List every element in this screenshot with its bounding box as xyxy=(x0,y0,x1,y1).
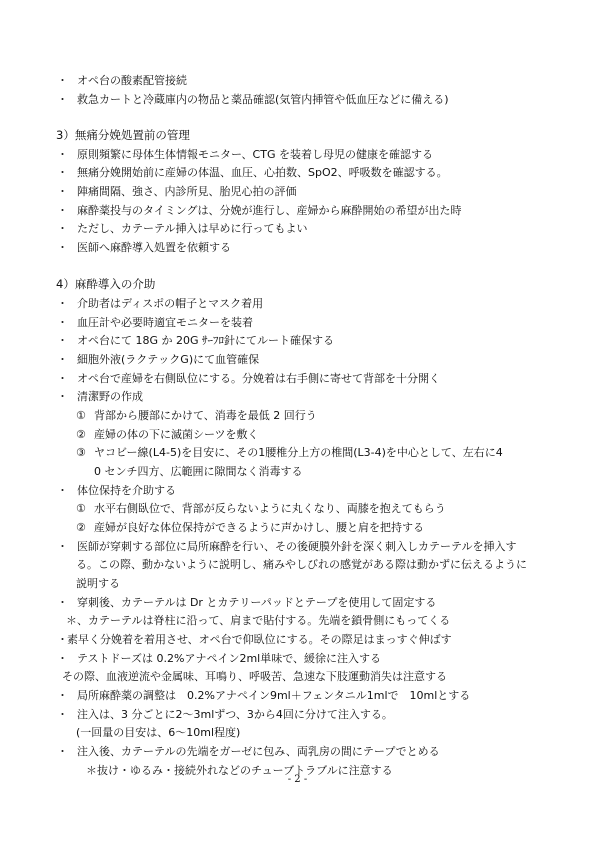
subitem-text: ヤコビー線(L4-5)を目安に、その1腰椎分上方の椎間(L3-4)を中心として、左右に4 xyxy=(94,446,503,459)
list-item xyxy=(56,743,556,760)
list-item xyxy=(56,370,556,387)
list-item xyxy=(56,164,556,181)
bullet: ・ xyxy=(57,633,68,646)
list-item xyxy=(56,332,556,349)
numbered-subitem xyxy=(76,500,576,517)
list-item xyxy=(56,183,556,200)
list-item xyxy=(56,388,556,405)
list-item xyxy=(56,706,556,723)
numbered-subitem xyxy=(76,407,576,424)
list-item xyxy=(56,351,556,368)
list-item xyxy=(56,538,556,555)
subitem-text: 産婦の体の下に滅菌シーツを敷く xyxy=(94,428,259,441)
item-text: テストドーズは 0.2%アナペイン2ml単味で、緩徐に注入する xyxy=(77,652,382,665)
item-text: 陣痛間隔、強さ、内診所見、胎児心拍の評価 xyxy=(77,185,297,198)
item-text: 局所麻酔薬の調整は 0.2%アナペイン9ml＋フェンタニル1mlで 10mlとする xyxy=(77,689,471,702)
list-item xyxy=(56,146,556,163)
subitem-text: 背部から腰部にかけて、消毒を最低 2 回行う xyxy=(94,409,317,422)
bullet: ・ xyxy=(57,390,68,403)
bullet: ・ xyxy=(57,148,68,161)
bullet: ・ xyxy=(57,596,68,609)
item-text: ただし、カテーテル挿入は早めに行ってもよい xyxy=(77,222,308,235)
continuation-line: る。この際、動かないように説明し、痛みやしびれの感覚がある際は動かずに伝えるように xyxy=(76,558,527,571)
numbered-subitem xyxy=(76,519,576,536)
subitem-number: ③ xyxy=(76,446,86,459)
section-heading: 3）無痛分娩処置前の管理 xyxy=(56,128,190,142)
bullet: ・ xyxy=(57,297,68,310)
item-text: 注入後、カテーテルの先端をガーゼに包み、両乳房の間にテープでとめる xyxy=(77,745,440,758)
note-line: ＊、カテーテルは脊柱に沿って、肩まで貼付する。先端を鎖骨側にもってくる xyxy=(66,614,451,627)
item-text: 原則頻繁に母体生体情報モニター、CTG を装着し母児の健康を確認する xyxy=(77,148,433,161)
subitem-number: ② xyxy=(76,521,86,534)
page-number: - 2 - xyxy=(287,774,308,785)
subitem-text: 水平右側臥位で、背部が反らないように丸くなり、両膝を抱えてもらう xyxy=(94,502,446,515)
item-text: 麻酔薬投与のタイミングは、分娩が進行し、産婦から麻酔開始の希望が出た時 xyxy=(77,204,462,217)
subitem-number: ① xyxy=(76,502,86,515)
item-text: オペ台にて 18G か 20G ｻｰﾌﾛ針にてルート確保する xyxy=(77,334,335,347)
list-item xyxy=(56,202,556,219)
item-text: 介助者はディスポの帽子とマスク着用 xyxy=(77,297,264,310)
list-item xyxy=(56,220,556,237)
continuation-line: その際、血液逆流や金属味、耳鳴り、呼吸苦、急速な下肢運動消失は注意する xyxy=(62,670,447,683)
bullet: ・ xyxy=(57,353,68,366)
continuation-line: 説明する xyxy=(76,577,120,590)
subitem-number: ① xyxy=(76,409,86,422)
bullet: ・ xyxy=(57,166,68,179)
continuation-line: 0 センチ四方、広範囲に隙間なく消毒する xyxy=(94,465,303,478)
bullet: ・ xyxy=(57,222,68,235)
list-item xyxy=(56,314,556,331)
bullet: ・ xyxy=(57,185,68,198)
bullet: ・ xyxy=(57,334,68,347)
bullet: ・ xyxy=(57,652,68,665)
item-text: 穿刺後、カテーテルは Dr とカテリーパッドとテープを使用して固定する xyxy=(77,596,437,609)
bullet: ・ xyxy=(57,316,68,329)
numbered-subitem xyxy=(76,426,576,443)
item-text: 血圧計や必要時適宜モニターを装着 xyxy=(77,316,253,329)
list-item xyxy=(56,72,556,89)
bullet: ・ xyxy=(57,372,68,385)
item-text: オペ台の酸素配管接続 xyxy=(77,74,187,87)
list-item xyxy=(56,594,556,611)
bullet: ・ xyxy=(57,708,68,721)
bullet: ・ xyxy=(57,689,68,702)
bullet: ・ xyxy=(57,241,68,254)
note-line: ＊抜け・ゆるみ・接続外れなどのチューブトラブルに注意する xyxy=(86,764,393,777)
item-text: 医師へ麻酔導入処置を依頼する xyxy=(77,241,231,254)
item-text: 素早く分娩着を着用させ、オペ台で仰臥位にする。その際足はまっすぐ伸ばす xyxy=(67,633,452,646)
list-item xyxy=(56,650,556,667)
item-text: オペ台で産婦を右側臥位にする。分娩着は右手側に寄せて背部を十分開く xyxy=(77,372,440,385)
bullet: ・ xyxy=(57,540,68,553)
list-item xyxy=(56,295,556,312)
bullet: ・ xyxy=(57,93,68,106)
item-text: 細胞外液(ラクテックG)にて血管確保 xyxy=(77,353,260,366)
list-item xyxy=(56,239,556,256)
continuation-line: (一回量の目安は、6～10ml程度) xyxy=(76,726,241,739)
list-item xyxy=(56,482,556,499)
list-item xyxy=(56,687,556,704)
section-heading: 4）麻酔導入の介助 xyxy=(56,277,156,291)
item-text: 無痛分娩開始前に産婦の体温、血圧、心拍数、SpO2、呼吸数を確認する。 xyxy=(77,166,448,179)
numbered-subitem xyxy=(76,444,576,461)
item-text: 体位保持を介助する xyxy=(77,484,176,497)
item-text: 注入は、3 分ごとに2～3mlずつ、3から4回に分けて注入する。 xyxy=(77,708,393,721)
subitem-number: ② xyxy=(76,428,86,441)
bullet: ・ xyxy=(57,74,68,87)
item-text: 救急カートと冷蔵庫内の物品と薬品確認(気管内挿管や低血圧などに備える) xyxy=(77,93,449,106)
list-item xyxy=(56,91,556,108)
bullet: ・ xyxy=(57,745,68,758)
item-text: 医師が穿刺する部位に局所麻酔を行い、その後硬膜外針を深く刺入しカテーテルを挿入す xyxy=(77,540,517,553)
item-text: 清潔野の作成 xyxy=(77,390,143,403)
subitem-text: 産婦が良好な体位保持ができるように声かけし、腰と肩を把持する xyxy=(94,521,424,534)
list-item xyxy=(56,631,556,648)
bullet: ・ xyxy=(57,484,68,497)
bullet: ・ xyxy=(57,204,68,217)
